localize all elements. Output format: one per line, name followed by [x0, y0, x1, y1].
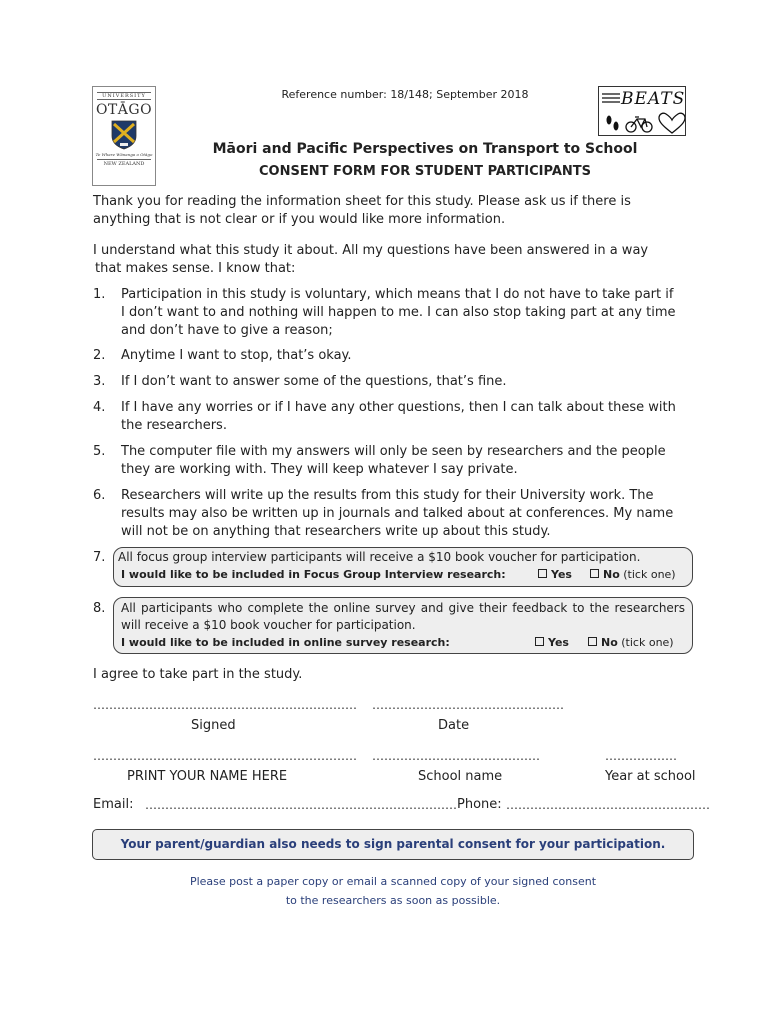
- page-subtitle: CONSENT FORM FOR STUDENT PARTICIPANTS: [258, 164, 591, 179]
- date-label: Date: [438, 718, 470, 733]
- university-otago-logo: [92, 86, 156, 186]
- item-text: Participation in this study is voluntary, which means that I do not have to take part if I don’t want to and nothing will happen to me. I can also stop taking part at any time and don’t have to give a reason;: [121, 287, 676, 338]
- focus-group-text: All focus group interview participants will receive a $10 book voucher for participation.: [118, 550, 641, 564]
- signed-line[interactable]: …………………………………………………………: [93, 698, 357, 712]
- item-number: 4.: [93, 400, 106, 415]
- logo-motto: Te Whare Wānanga o Otāgo: [95, 152, 153, 157]
- footer-line1: Please post a paper copy or email a scanned copy of your signed consent: [189, 875, 597, 888]
- item-text: If I don’t want to answer some of the questions, that’s fine.: [121, 374, 507, 389]
- focus-group-question: I would like to be included in Focus Group Interview research:: [121, 568, 506, 581]
- phone-label: Phone:: [457, 797, 502, 812]
- yes-label: Yes: [551, 568, 572, 581]
- item-text: The computer file with my answers will only be seen by researchers and the people they are working with. They will keep whatever I say private.: [121, 444, 666, 477]
- item-number: 1.: [93, 287, 106, 302]
- name-line[interactable]: …………………………………………………………: [93, 749, 357, 763]
- tick-one-label: (tick one): [623, 568, 676, 581]
- online-survey-text: All participants who complete the online survey and give their feedback to the researchers will receive a $10 book voucher for participation.: [121, 601, 685, 632]
- logo-country: NEW ZEALAND: [97, 159, 151, 167]
- beats-word: BEATS: [621, 89, 686, 109]
- logo-university-text: UNIVERSITY: [97, 92, 151, 100]
- footprints-bike-heart-icon: [601, 109, 685, 135]
- page-title: Māori and Pacific Perspectives on Transport to School: [212, 141, 638, 157]
- item-text: If I have any worries or if I have any other questions, then I can talk about these with the researchers.: [121, 400, 676, 433]
- date-line[interactable]: …………………………………………: [372, 698, 564, 712]
- intro-paragraph: Thank you for reading the information sheet for this study. Please ask us if there is anything that is not clear or if you would like more information.: [93, 194, 631, 227]
- agree-statement: I agree to take part in the study.: [93, 667, 303, 682]
- online-survey-no-option[interactable]: [588, 635, 674, 651]
- beats-logo: [598, 86, 686, 136]
- beats-lines-icon: [601, 92, 621, 104]
- phone-line[interactable]: ……………………………………………: [506, 798, 710, 812]
- tick-one-label: (tick one): [621, 636, 674, 649]
- item-number: 3.: [93, 374, 106, 389]
- year-at-school-label: Year at school: [605, 769, 696, 784]
- focus-group-yes-option[interactable]: [538, 567, 572, 583]
- reference-number: Reference number: 18/148; September 2018: [281, 88, 529, 101]
- signed-label: Signed: [191, 718, 236, 733]
- focus-group-no-option[interactable]: [590, 567, 676, 583]
- online-survey-yes-option[interactable]: [535, 635, 569, 651]
- school-line[interactable]: ……………………………………: [372, 749, 540, 763]
- item-number: 5.: [93, 444, 106, 459]
- item-number: 2.: [93, 348, 106, 363]
- email-label: Email:: [93, 797, 134, 812]
- checkbox-icon[interactable]: [590, 569, 599, 578]
- online-survey-question: I would like to be included in online survey research:: [121, 636, 450, 649]
- year-line[interactable]: ………………: [605, 749, 677, 763]
- parental-consent-text: Your parent/guardian also needs to sign parental consent for your participation.: [120, 837, 666, 851]
- item8-number: 8.: [93, 601, 106, 616]
- online-survey-box: [113, 597, 693, 654]
- item7-number: 7.: [93, 550, 106, 565]
- no-label: No: [603, 568, 620, 581]
- item-number: 6.: [93, 488, 106, 503]
- intro-understand-line2: that makes sense. I know that:: [95, 261, 296, 276]
- intro-understand-line1: I understand what this study it about. All my questions have been answered in a way: [93, 243, 649, 258]
- email-line[interactable]: ……………………………………………………………………: [145, 798, 457, 812]
- checkbox-icon[interactable]: [535, 637, 544, 646]
- print-name-label: PRINT YOUR NAME HERE: [127, 769, 288, 784]
- school-name-label: School name: [418, 769, 503, 784]
- footer-line2: to the researchers as soon as possible.: [285, 894, 501, 907]
- checkbox-icon[interactable]: [588, 637, 597, 646]
- item-text: Anytime I want to stop, that’s okay.: [121, 348, 352, 363]
- item-text: Researchers will write up the results from this study for their University work. The results may also be written up in journals and talked about at conferences. My name will not be on anything that researchers write up about this study.: [121, 488, 674, 539]
- logo-otago-text: OTĀGO: [95, 102, 153, 118]
- no-label: No: [601, 636, 618, 649]
- yes-label: Yes: [548, 636, 569, 649]
- focus-group-box: [113, 547, 693, 587]
- parental-consent-notice: [92, 829, 694, 860]
- checkbox-icon[interactable]: [538, 569, 547, 578]
- crest-icon: [111, 120, 137, 150]
